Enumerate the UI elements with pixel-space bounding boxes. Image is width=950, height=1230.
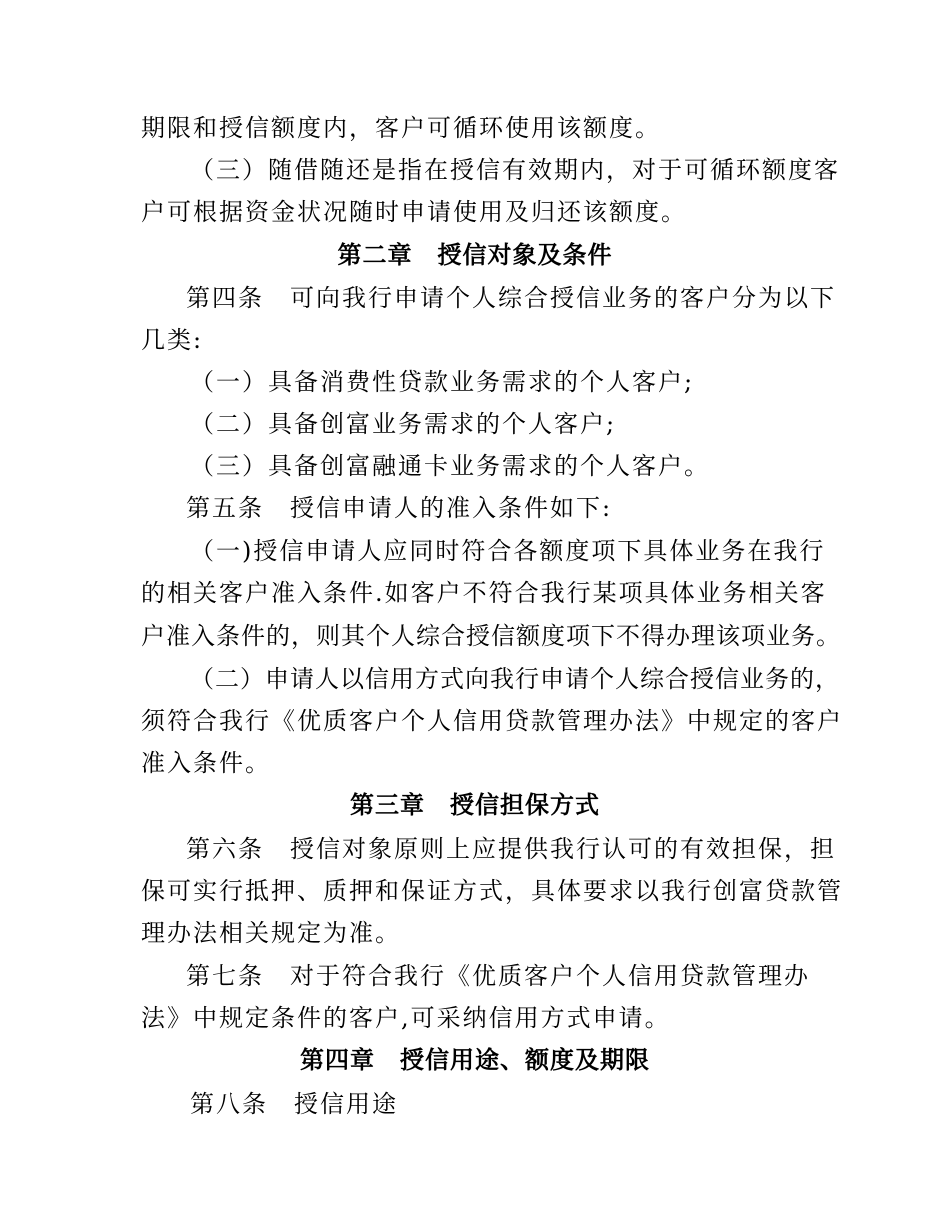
paragraph-line: 户准入条件的，则其个人综合授信额度项下不得办理该项业务。 [141, 622, 841, 650]
paragraph-line: （一)授信申请人应同时符合各额度项下具体业务在我行 [190, 537, 826, 565]
paragraph-line: （三）随借随还是指在授信有效期内，对于可循环额度客 [190, 156, 840, 184]
paragraph-line: 第七条 对于符合我行《优质客户个人信用贷款管理办 [186, 962, 810, 990]
paragraph-line: 第五条 授信申请人的准入条件如下: [186, 494, 613, 522]
chapter-heading: 第二章 授信对象及条件 [337, 240, 613, 269]
paragraph-line: （二）申请人以信用方式向我行申请个人综合授信业务的， [190, 665, 840, 693]
paragraph-line: 的相关客户准入条件.如客户不符合我行某项具体业务相关客 [141, 579, 827, 607]
paragraph-line: 第八条 授信用途 [190, 1090, 398, 1118]
paragraph-line: （三）具备创富融通卡业务需求的个人客户。 [190, 452, 710, 480]
paragraph-line: 法》中规定条件的客户,可采纳信用方式申请。 [141, 1004, 671, 1032]
paragraph-line: 户可根据资金状况随时申请使用及归还该额度。 [141, 198, 687, 226]
paragraph-line: 准入条件。 [141, 749, 271, 777]
paragraph-line: 期限和授信额度内，客户可循环使用该额度。 [141, 114, 661, 142]
paragraph-line: 几类: [141, 326, 204, 354]
paragraph-line: （二）具备创富业务需求的个人客户; [190, 410, 617, 438]
paragraph-line: （一）具备消费性贷款业务需求的个人客户; [190, 368, 695, 396]
paragraph-line: 第四条 可向我行申请个人综合授信业务的客户分为以下 [186, 284, 836, 312]
paragraph-line: 第六条 授信对象原则上应提供我行认可的有效担保，担 [186, 835, 836, 863]
paragraph-line: 理办法相关规定为准。 [141, 919, 401, 947]
chapter-heading: 第三章 授信担保方式 [350, 790, 600, 819]
paragraph-line: 须符合我行《优质客户个人信用贷款管理办法》中规定的客户 [141, 707, 843, 735]
chapter-heading: 第四章 授信用途、额度及期限 [300, 1045, 650, 1074]
paragraph-line: 保可实行抵押、质押和保证方式，具体要求以我行创富贷款管 [141, 877, 843, 905]
